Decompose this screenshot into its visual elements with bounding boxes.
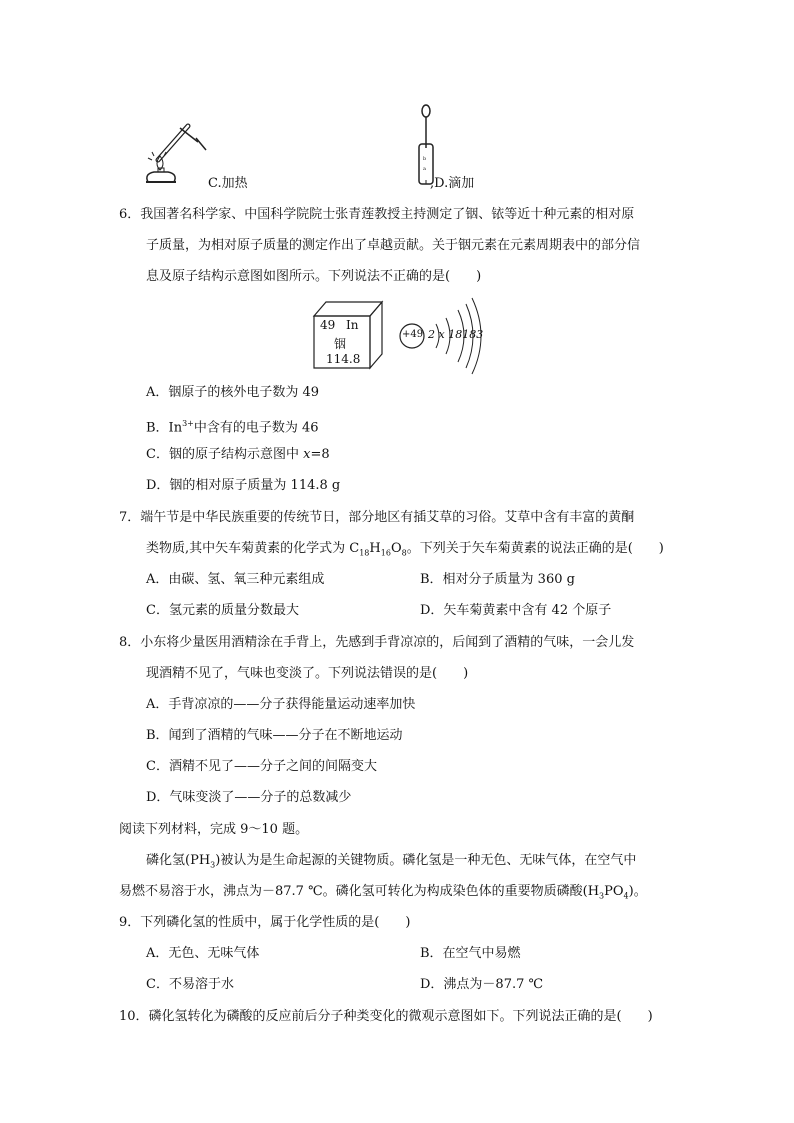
- q6-stem-line1: 6．我国著名科学家、中国科学院院士张青莲教授主持测定了铟、铱等近十种元素的相对原: [119, 207, 635, 222]
- figure-c-label: C.加热: [208, 176, 248, 191]
- element-symbol: In: [346, 318, 359, 332]
- figure-d-label: ,D.滴加: [430, 176, 475, 191]
- reading-paragraph-line2: 易燃不易溶于水，沸点为－87.7 ℃。磷化氢可转化为构成染色体的重要物质磷酸$(H_3PO_4)$。: [119, 884, 647, 901]
- svg-text:a: a: [423, 166, 426, 172]
- q9-option-c: C．不易溶于水: [146, 977, 234, 992]
- q6-stem-line3: 息及原子结构示意图如图所示。下列说法不正确的是( ): [146, 269, 482, 284]
- q9-option-b: B．在空气中易燃: [420, 946, 521, 961]
- q9-stem: 9．下列磷化氢的性质中，属于化学性质的是( ): [119, 915, 411, 930]
- element-atomic-number: 49: [320, 318, 336, 332]
- q7-option-a: A．由碳、氢、氧三种元素组成: [146, 572, 325, 587]
- q6-option-d: D．铟的相对原子质量为 114.8 g: [146, 478, 341, 493]
- q6-stem-line2: 子质量，为相对原子质量的测定作出了卓越贡献。关于铟元素在元素周期表中的部分信: [146, 238, 641, 253]
- q8-stem-line1: 8．小东将少量医用酒精涂在手背上，先感到手背凉凉的，后闻到了酒精的气味，一会儿发: [119, 635, 635, 650]
- q8-stem-line2: 现酒精不见了，气味也变淡了。下列说法错误的是( ): [146, 666, 469, 681]
- heating-apparatus-icon: [140, 108, 210, 188]
- q8-option-c: C．酒精不见了——分子之间的间隔变大: [146, 759, 377, 774]
- atom-shell-electrons: 2 x 18183: [428, 328, 484, 341]
- svg-text:b: b: [423, 156, 427, 162]
- q6-option-c: C．铟的原子结构示意图中 x=8: [146, 447, 330, 462]
- element-card-indium: [310, 298, 385, 373]
- q7-option-b: B．相对分子质量为 360 g: [420, 572, 575, 587]
- q6-option-a: A．铟原子的核外电子数为 49: [146, 385, 320, 400]
- q7-stem-line1: 7．端午节是中华民族重要的传统节日，部分地区有插艾草的习俗。艾草中含有丰富的黄酮: [119, 510, 635, 525]
- q7-option-c: C．氢元素的质量分数最大: [146, 603, 299, 618]
- q8-option-b: B．闻到了酒精的气味——分子在不断地运动: [146, 728, 403, 743]
- q7-option-d: D．矢车菊黄素中含有 42 个原子: [420, 603, 612, 618]
- atom-structure-diagram: [396, 294, 492, 378]
- reading-intro: 阅读下列材料，完成 9～10 题。: [119, 822, 309, 837]
- heating-apparatus-figure: [140, 108, 210, 188]
- element-mass: 114.8: [326, 352, 361, 366]
- q9-option-a: A．无色、无味气体: [146, 946, 260, 961]
- q6-option-b: B．$In^{3+}$中含有的电子数为 46: [146, 419, 319, 436]
- q8-option-d: D．气味变淡了——分子的总数减少: [146, 790, 352, 805]
- reading-paragraph-line1: 磷化氢$(PH_3)$被认为是生命起源的关键物质。磷化氢是一种无色、无味气体，在空气中: [146, 853, 637, 870]
- q10-stem: 10．磷化氢转化为磷酸的反应前后分子种类变化的微观示意图如下。下列说法正确的是( ): [119, 1009, 653, 1024]
- atom-nucleus-charge: +49: [402, 329, 424, 340]
- element-name: 铟: [334, 337, 347, 351]
- q9-option-d: D．沸点为－87.7 ℃: [420, 977, 544, 992]
- q7-stem-line2: 类物质,其中矢车菊黄素的化学式为 $C_{18}H_{16}O_8$。下列关于矢车菊黄素的说法正确的是( ): [146, 541, 664, 558]
- q8-option-a: A．手背凉凉的——分子获得能量运动速率加快: [146, 697, 416, 712]
